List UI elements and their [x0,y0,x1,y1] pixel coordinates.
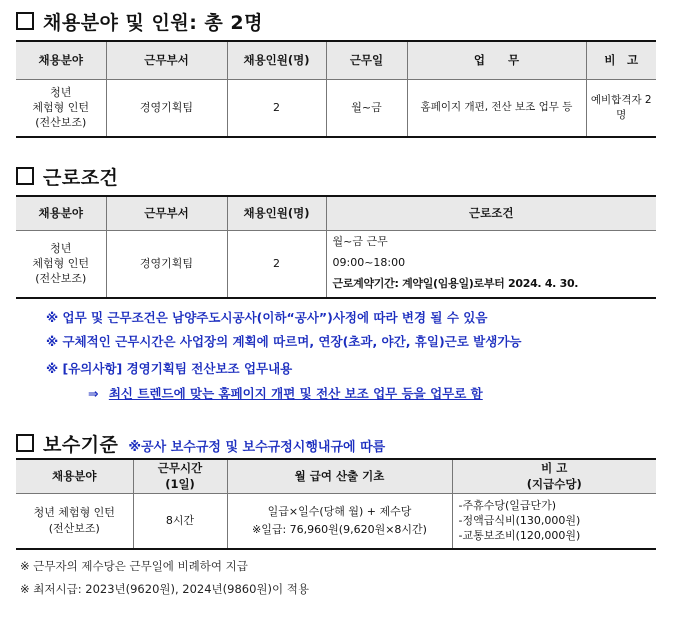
cell-field: 청년 체험형 인턴 (전산보조) [16,79,106,137]
note-duty-detail: ⇒ 최신 트렌드에 맞는 홈페이지 개편 및 전산 보조 업무 등을 업무로 함 [88,386,483,401]
pay-regulation-note: ※공사 보수규정 및 보수규정시행내규에 따름 [128,440,386,455]
checkbox-square-icon [16,434,34,452]
cell-field: 청년 체험형 인턴 (전산보조) [16,230,106,298]
cell-allowance: -주휴수당(일급단가) -정액급식비(130,000원) -교통보조비(120,000원) [452,493,656,549]
cell-calc: 일급×일수(당해 월) + 제수당 ※일급: 76,960원(9,620원×8시간) [227,493,452,549]
col-duty: 업 무 [407,41,586,79]
col-dept: 근무부서 [106,196,227,230]
note-change: ※ 업무 및 근무조건은 남양주도시공사(이하“공사”)사정에 따라 변경 될 수 있음 [46,310,488,325]
col-note: 비 고 [586,41,656,79]
cell-count: 2 [227,79,326,137]
col-dept: 근무부서 [106,41,227,79]
cell-days: 월~금 [326,79,407,137]
checkbox-square-icon [16,167,34,185]
cell-duty: 홈페이지 개편, 전산 보조 업무 등 [407,79,586,137]
recruitment-table [16,40,656,138]
arrow-right-icon: ⇒ [88,386,99,401]
col-count: 채용인원(명) [227,196,326,230]
col-field: 채용분야 [16,41,106,79]
col-allowance: 비 고 (지급수당) [452,459,656,493]
col-field: 채용분야 [16,459,133,493]
checkbox-square-icon [16,12,34,30]
cell-dept: 경영기획팀 [106,79,227,137]
footnote-allowance: ※ 근무자의 제수당은 근무일에 비례하여 지급 [20,559,248,573]
note-hours: ※ 구체적인 근무시간은 사업장의 계획에 따르며, 연장(초과, 야간, 휴일)근로 발생가능 [46,334,522,349]
section1-title: 채용분야 및 인원: 총 2명 [16,8,263,35]
section2-title: 근로조건 [16,163,118,190]
pay-table [16,458,656,550]
footnote-min-wage: ※ 최저시급: 2023년(9620원), 2024년(9860원)이 적용 [20,582,309,596]
cell-conditions: 월~금 근무 09:00~18:00 근로계약기간: 계약일(임용일)로부터 2024. 4. 30. [326,230,656,298]
cell-hours: 8시간 [133,493,227,549]
col-conditions: 근로조건 [326,196,656,230]
note-caution: ※ [유의사항] 경영기획팀 전산보조 업무내용 [46,361,293,376]
col-hours: 근무시간 (1일) [133,459,227,493]
col-count: 채용인원(명) [227,41,326,79]
col-days: 근무일 [326,41,407,79]
conditions-table [16,195,656,299]
cell-dept: 경영기획팀 [106,230,227,298]
cell-field: 청년 체험형 인턴 (전산보조) [16,493,133,549]
col-calc: 월 급여 산출 기초 [227,459,452,493]
cell-note: 예비합격자 2명 [586,79,656,137]
section3-title: 보수기준 ※공사 보수규정 및 보수규정시행내규에 따름 [16,430,385,457]
cell-count: 2 [227,230,326,298]
col-field: 채용분야 [16,196,106,230]
